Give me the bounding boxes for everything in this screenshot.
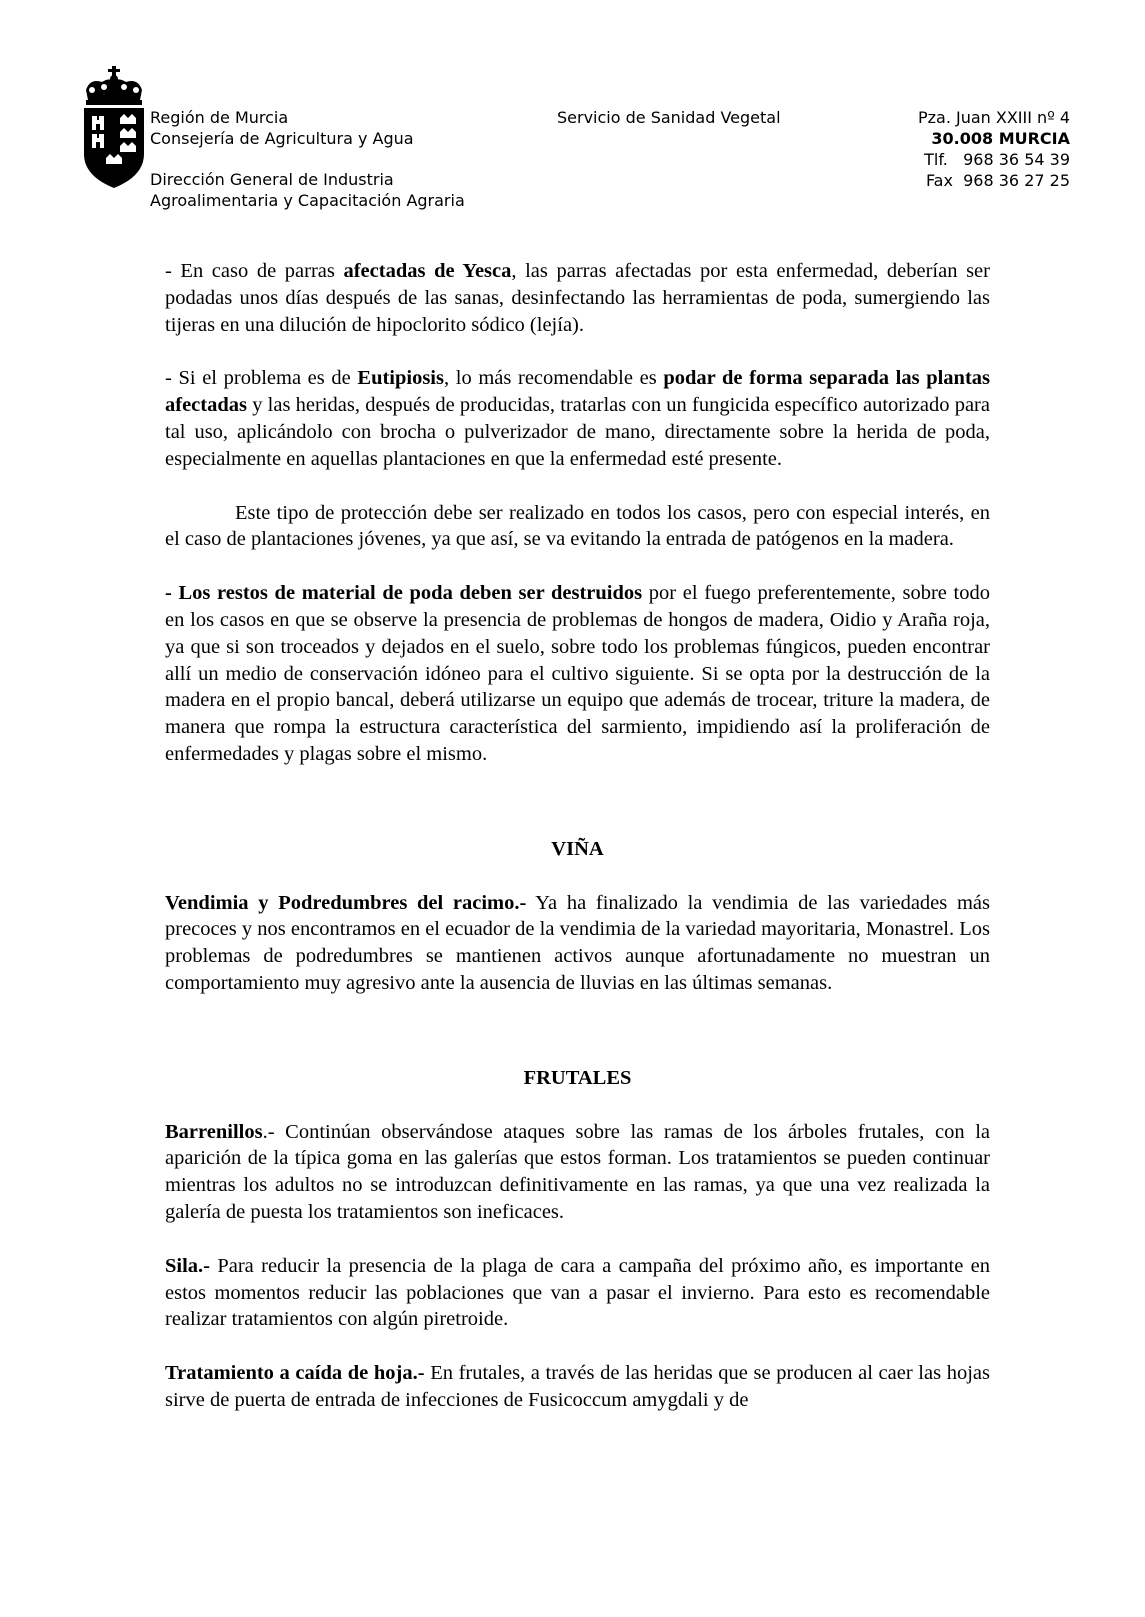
paragraph-caida-hoja: Tratamiento a caída de hoja.- En frutales, a través de las heridas que se producen al caer las hojas sirve de puerta de entrada de infecciones de Fusicoccum amygdali y de — [165, 1362, 990, 1411]
phone-number: Tlf. 968 36 54 39 — [924, 150, 1070, 169]
paragraph-vendimia: Vendimia y Podredumbres del racimo.- Ya ha finalizado la vendimia de las variedades más precoces y nos encontramos en el ecuador de la vendimia de la variedad mayoritaria, Monastrel. Los problemas de podredumbres se mantienen activos aunque afortunadamente no muestran un comportamiento muy agresivo ante la ausencia de lluvias en las últimas semanas. — [165, 891, 990, 994]
fax-number: Fax 968 36 27 25 — [925, 171, 1070, 190]
organization-block — [150, 107, 465, 211]
paragraph-barrenillos: Barrenillos.- Continúan observándose ataques sobre las ramas de los árboles frutales, con la aparición de la típica goma en las galerías que estos forman. Los tratamientos se pueden continuar mientras los adultos no se introduzcan definitivamente en las ramas, ya que una vez realizada la galería de puesta los tratamientos son ineficaces. — [165, 1120, 990, 1223]
section-heading-frutales: FRUTALES — [523, 1066, 632, 1089]
paragraph-restos-poda: - Los restos de material de poda deben ser destruidos por el fuego preferentemente, sobre todo en los casos en que se observe la presencia de problemas de hongos de madera, Oidio y Araña roja, ya que si son troceados y dejados en el suelo, sobre todo los problemas fúngicos, pueden encontrar allí un medio de conservación idóneo para el cultivo siguiente. Si se opta por la destrucción de la madera en el propio bancal, deberá utilizarse un equipo que además de trocear, triture la madera, de manera que rompa la estructura característica del sarmiento, impidiendo así la proliferación de enfermedades y plagas sobre el mismo. — [165, 582, 990, 765]
paragraph-yesca: - En caso de parras afectadas de Yesca, las parras afectadas por esta enfermedad, deberían ser podadas unos días después de las sanas, desinfectando las herramientas de poda, sumergiendo las tijeras en una dilución de hipoclorito sódico (lejía). — [165, 260, 990, 336]
letterhead — [0, 0, 1145, 230]
directorate-line1: Dirección General de Industria — [150, 170, 394, 189]
coat-of-arms-logo — [82, 66, 146, 190]
section-heading-vina: VIÑA — [551, 837, 604, 860]
address-city: 30.008 MURCIA — [931, 129, 1070, 148]
org-name: Región de Murcia — [150, 108, 289, 127]
directorate-line2: Agroalimentaria y Capacitación Agraria — [150, 191, 465, 210]
service-name: Servicio de Sanidad Vegetal — [557, 108, 781, 127]
org-department: Consejería de Agricultura y Agua — [150, 129, 414, 148]
address-street: Pza. Juan XXIII nº 4 — [917, 108, 1070, 127]
contact-block — [918, 107, 1070, 191]
paragraph-sila: Sila.- Para reducir la presencia de la plaga de cara a campaña del próximo año, es importante en estos momentos reducir las poblaciones que van a pasar el invierno. Para esto es recomendable realizar tratamientos con algún piretroide. — [165, 1254, 990, 1331]
paragraph-eutipiosis: - Si el problema es de Eutipiosis, lo más recomendable es podar de forma separada las plantas afectadas y las heridas, después de producidas, tratarlas con un fungicida específico autorizado para tal uso, aplicándolo con brocha o pulverizador de mano, directamente sobre la herida de poda, especialmente en aquellas plantaciones en que la enfermedad esté presente. — [165, 367, 990, 470]
paragraph-proteccion: Este tipo de protección debe ser realizado en todos los casos, pero con especial interés, en el caso de plantaciones jóvenes, ya que así, se va evitando la entrada de patógenos en la madera. — [165, 501, 990, 551]
document-body — [165, 258, 990, 1414]
